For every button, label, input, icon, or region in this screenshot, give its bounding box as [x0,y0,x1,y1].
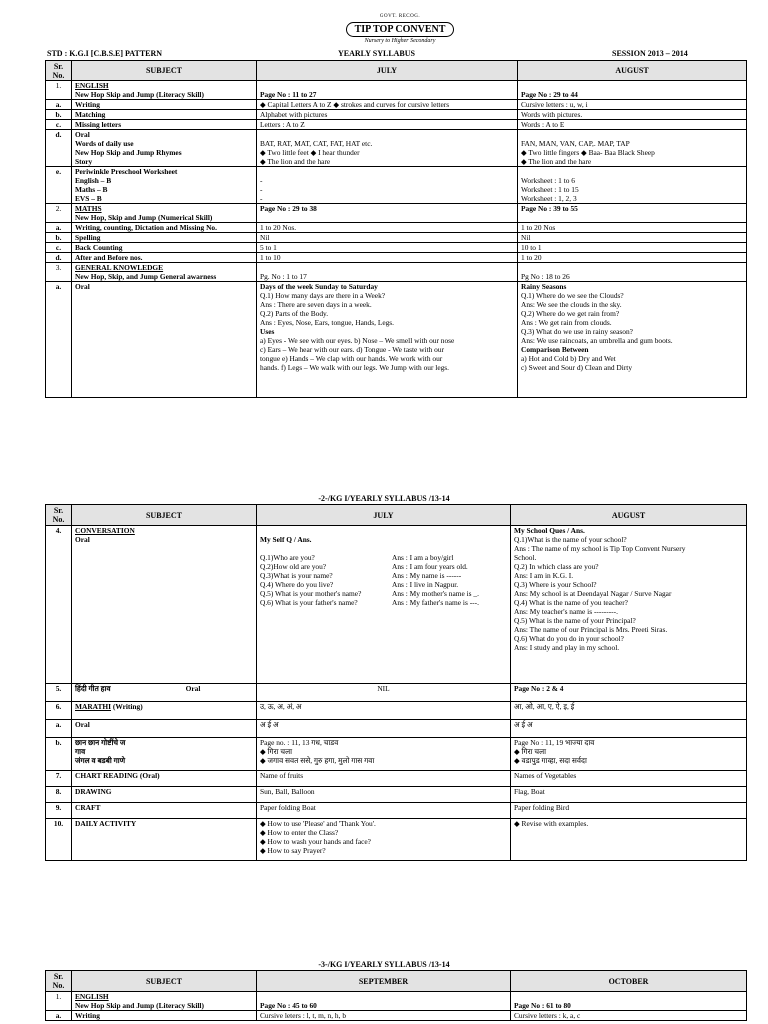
school-logo [340,14,460,44]
col-subject: SUBJECT [72,61,257,81]
table-row: 1. ENGLISH New Hop Skip and Jump (Literacy Skill) Page No : 11 to 27 Page No : 29 to 44 [46,81,747,100]
table-row: 6. MARATHI (Writing) उ, ऊ, अ, अं, अ आ, ओ, आ, ए, ऐ, इ, ई [46,702,747,720]
page-title: YEARLY SYLLABUS [338,49,415,58]
page-caption-3: -3-/KG I/YEARLY SYLLABUS /13-14 [318,960,450,969]
table-row: 2. MATHS New Hop, Skip and Jump (Numerical Skill) Page No : 29 to 38 Page No : 39 to 55 [46,204,747,223]
table-row: a. Oral Days of the week Sunday to Saturday Q.1) How many days are there in a Week? Ans : There are seven days in a week. Q.2) Parts of the Body. Ans : Eyes, Nose, Ears, tongue, Hands, Legs. Uses a) Eyes - We see with our eyes. b) Nose – We smell with our nose c) Ears – We hear with our ears. d) Tongue - We taste with our tongue e) Hands – We clap with our hands. We work with our hands. f) Legs – We walk with our legs. We Jump with our legs. Rainy Seasons Q.1) Where do we see the Clouds? Ans: We see the clouds in the sky. Q.2) Where do we get rain from? Ans : We get rain from clouds. Q.3) What do we use in rainy season? Ans: We use raincoats, an umbrella and gum boots. Comparison Between a) Hot and Cold b) Dry and Wet c) Sweet and Sour d) Clean and Dirty [46,282,747,398]
table-row: 9. CRAFT Paper folding Boat Paper folding Bird [46,803,747,819]
table-row: d. Oral Words of daily use New Hop Skip and Jump Rhymes Story BAT, RAT, MAT, CAT, FAT, HAT etc. ◆ Two little feet ◆ I hear thunder ◆ The lion and the hare FAN, MAN, VAN, CAP,. MAP, TAP ◆ Two little fingers ◆ Baa- Baa Black Sheep ◆ The lion and the hare [46,130,747,167]
syllabus-table-2 [45,504,747,861]
table-row: d. After and Before nos. 1 to 10 1 to 20 [46,253,747,263]
table-row: 8. DRAWING Sun, Ball, Balloon Flag, Boat [46,787,747,803]
table-row: e. Periwinkle Preschool Worksheet English – B Maths – B EVS – B - - - Worksheet : 1 to 6 Worksheet : 1 to 15 Worksheet : 1, 2, 3 [46,167,747,204]
session-label: SESSION 2013 – 2014 [612,49,688,58]
col-sr: Sr. No. [46,505,72,526]
col-july: JULY [257,61,518,81]
col-september: SEPTEMBER [257,971,511,992]
logo-tagline: Nursery to Higher Secondary [364,38,436,44]
col-subject: SUBJECT [72,971,257,992]
table-row: 7. CHART READING (Oral) Name of fruits Names of Vegetables [46,771,747,787]
table-row: b. छान छान गोष्टींचे ज गाव जंगल व बडबी गाणे Page no. : 11, 13 गध, चाडव ◆ गिरा चला ◆ जगाव सवत ससे, गुरु हगा, मुलो गास गवा Page No : 11, 19 भाज्या दाव ◆ गिरा चला ◆ वडापुड गाव्हा, सदा सर्वदा [46,738,747,771]
logo-govt-text: GOVT. RECOG. [379,14,421,19]
table-row: a. Oral अ ई अ अ ई अ [46,720,747,738]
col-subject: SUBJECT [72,505,257,526]
table-row: a. Writing ◆ Capital Letters A to Z ◆ strokes and curves for cursive letters Cursive letters : u, w, i [46,100,747,110]
col-august: AUGUST [518,61,747,81]
table-row: 1. ENGLISH New Hop Skip and Jump (Literacy Skill) Page No : 45 to 60 Page No : 61 to 80 [46,992,747,1011]
table-row: c. Back Counting 5 to 1 10 to 1 [46,243,747,253]
std-label: STD : K.G.I [C.B.S.E] PATTERN [47,49,163,58]
logo-brand: TIP TOP CONVENT [346,22,455,37]
col-sr: Sr. No. [46,971,72,992]
col-august: AUGUST [511,505,747,526]
table-row: b. Matching Alphabet with pictures Words with pictures. [46,110,747,120]
syllabus-table-1 [45,60,747,398]
table-row: a. Writing, counting, Dictation and Missing No. 1 to 20 Nos. 1 to 20 Nos [46,223,747,233]
table-row: 10. DAILY ACTIVITY ◆ How to use 'Please' and 'Thank You'. ◆ How to enter the Class? ◆ How to wash your hands and face? ◆ How to say Prayer? ◆ Revise with examples. [46,819,747,861]
table-row: a. Writing Cursive leters : l, t, m, n, h, b Cursive letters : k, a, c [46,1011,747,1021]
col-october: OCTOBER [511,971,747,992]
col-sr: Sr. No. [46,61,72,81]
table-row: 5. हिंदी गीत हाव Oral NIL Page No : 2 & 4 [46,684,747,702]
table-row: 3. GENERAL KNOWLEDGE New Hop, Skip, and Jump General awarness Pg. No : 1 to 17 Pg No : 18 to 26 [46,263,747,282]
syllabus-table-3 [45,970,747,1021]
col-july: JULY [257,505,511,526]
table-row: 4. CONVERSATION Oral My Self Q / Ans. Q.1)Who are you? Q.2)How old are you? Q.3)What is your name? Q.4) Where do you live? Q.5) What is your mother's name? Q.6) What is your father's name? Ans : I am a boy/girl Ans : I am four years old. Ans : My name is ------ Ans : I live in Nagpur. Ans : My mother's name is _. Ans : My father's name is ---. My School Ques / Ans. Q.1)What is the name of your school? Ans : The name of my school is Tip Top Convent Nursery School. Q.2) In which class are you? Ans: I am in K.G. I. Q.3) Where is your School? Ans: My school is at Deendayal Nagar / Surve Nagar Q.4) What is the name of you teacher? Ans: My teacher's name is ---------. Q.5) What is the name of your Principal? Ans: The name of our Principal is Mrs. Preeti Siras. Q.6) What do you do in your school? Ans: I study and play in my school. [46,526,747,684]
page-caption-2: -2-/KG I/YEARLY SYLLABUS /13-14 [318,494,450,503]
table-row: b. Spelling Nil Nil [46,233,747,243]
table-row: c. Missing letters Letters : A to Z Words : A to E [46,120,747,130]
